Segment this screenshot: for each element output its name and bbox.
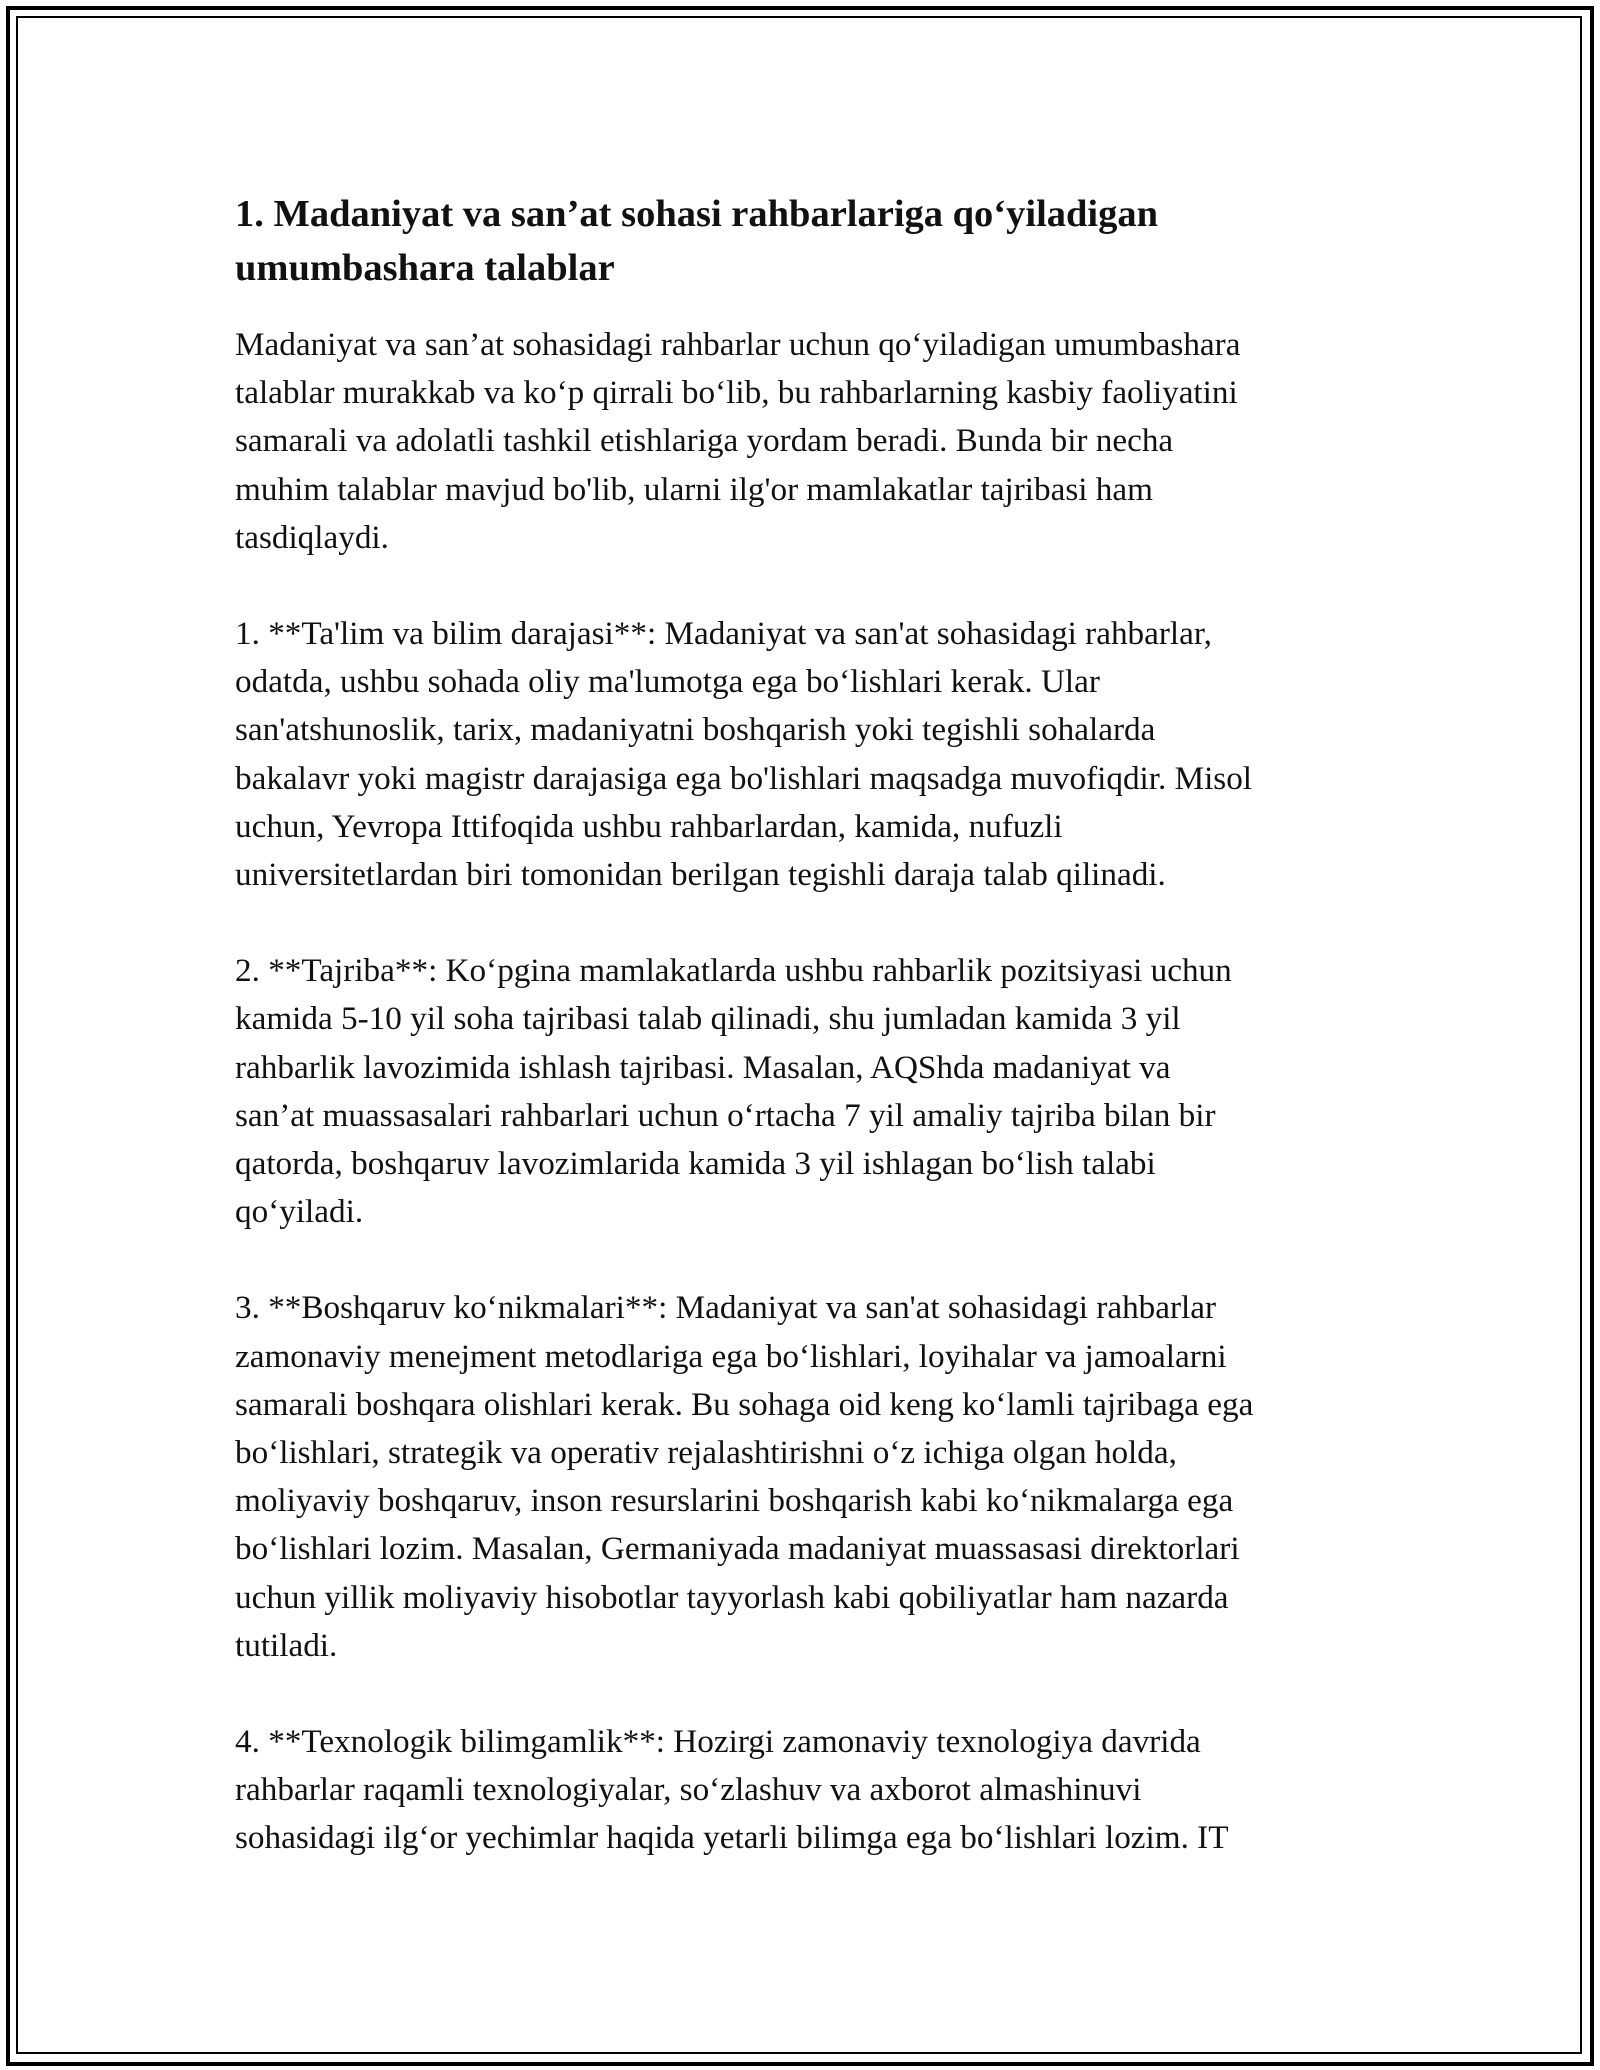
list-item-experience: 2. **Tajriba**: Ko‘pgina mamlakatlarda ushbu rahbarlik pozitsiyasi uchun kamida 5-10 yil soha tajribasi talab qilinadi, shu jumladan kamida 3 yil rahbarlik lavozimida ishlash tajribasi. Masalan, AQShda madaniyat va san’at muassasalari rahbarlari uchun o‘rtacha 7 yil amaliy tajriba bilan bir qatorda, boshqaruv lavozimlarida kamida 3 yil ishlagan bo‘lish talabi qo‘yiladi.: [235, 952, 1232, 1231]
section-heading: 1. Madaniyat va san’at sohasi rahbarlariga qo‘yiladigan umumbashara talablar: [235, 193, 1159, 289]
intro-paragraph: Madaniyat va san’at sohasidagi rahbarlar uchun qo‘yiladigan umumbashara talablar murakkab va ko‘p qirrali bo‘lib, bu rahbarlarning kasbiy faoliyatini samarali va adolatli tashkil etishlariga yordam beradi. Bunda bir necha muhim talablar mavjud bo'lib, ularni ilg'or mamlakatlar tajribasi ham tasdiqlaydi.: [235, 326, 1241, 556]
list-item-education: 1. **Ta'lim va bilim darajasi**: Madaniyat va san'at sohasidagi rahbarlar, odatda, ushbu sohada oliy ma'lumotga ega bo‘lishlari kerak. Ular san'atshunoslik, tarix, madaniyatni boshqarish yoki tegishli sohalarda bakalavr yoki magistr darajasiga ega bo'lishlari maqsadga muvofiqdir. Misol uchun, Yevropa Ittifoqida ushbu rahbarlardan, kamida, nufuzli universitetlardan biri tomonidan berilgan tegishli daraja talab qilinadi.: [235, 615, 1253, 894]
list-item-technology-literacy: 4. **Texnologik bilimgamlik**: Hozirgi zamonaviy texnologiya davrida rahbarlar raqamli texnologiyalar, so‘zlashuv va axborot almashinuvi sohasidagi ilg‘or yechimlar haqida yetarli bilimga ega bo‘lishlari lozim. IT: [235, 1723, 1229, 1857]
list-item-management-skills: 3. **Boshqaruv ko‘nikmalari**: Madaniyat va san'at sohasidagi rahbarlar zamonaviy menejment metodlariga ega bo‘lishlari, loyihalar va jamoalarni samarali boshqara olishlari kerak. Bu sohaga oid keng ko‘lamli tajribaga ega bo‘lishlari, strategik va operativ rejalashtirishni o‘z ichiga olgan holda, moliyaviy boshqaruv, inson resurslarini boshqarish kabi ko‘nikmalarga ega bo‘lishlari lozim. Masalan, Germaniyada madaniyat muassasasi direktorlari uchun yillik moliyaviy hisobotlar tayyorlash kabi qobiliyatlar ham nazarda tutiladi.: [235, 1289, 1254, 1664]
document-page: [235, 187, 1365, 1863]
